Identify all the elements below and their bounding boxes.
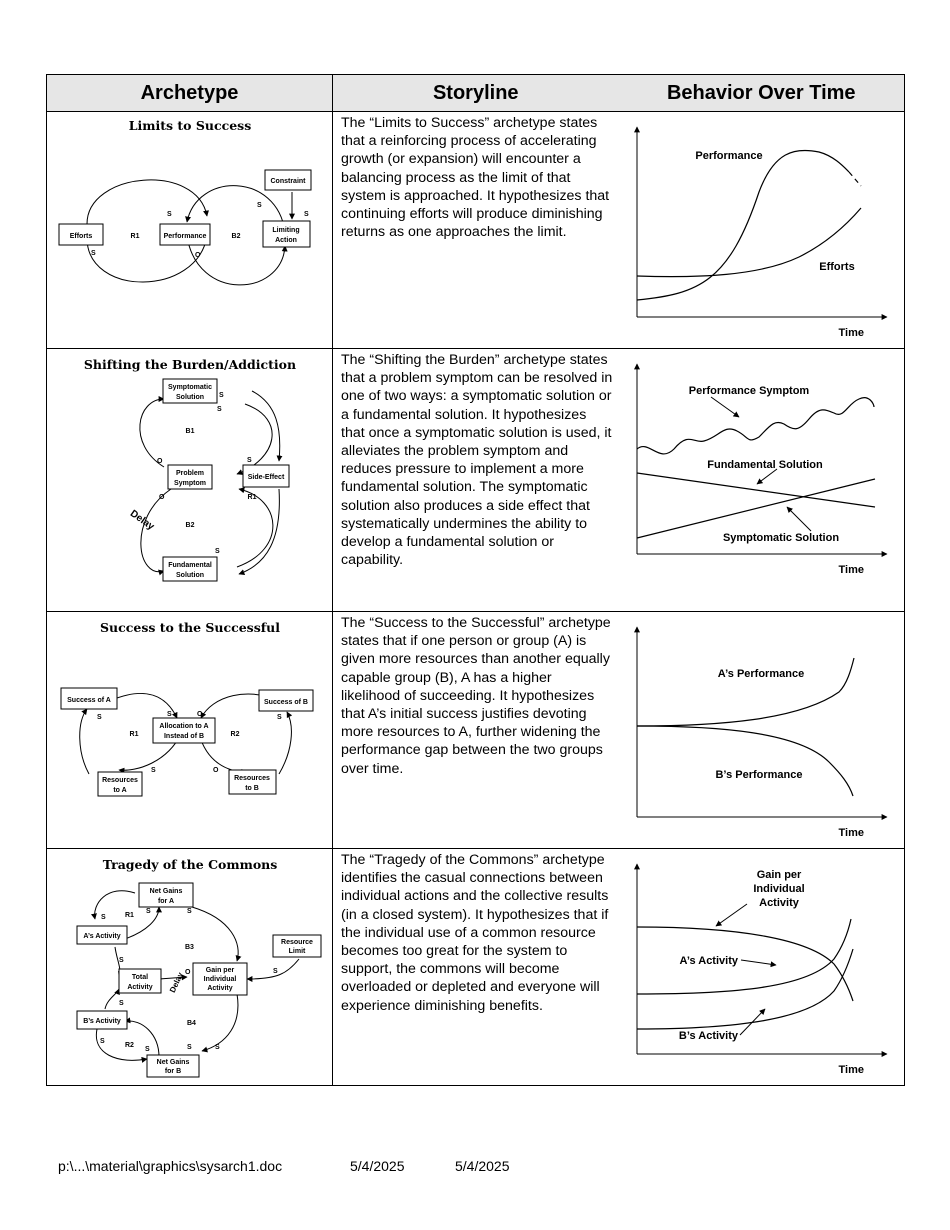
svg-text:S: S	[119, 1000, 124, 1007]
svg-text:S: S	[304, 211, 309, 218]
svg-text:to A: to A	[113, 787, 127, 794]
svg-text:for A: for A	[157, 898, 175, 905]
symptomatic-solution-node: Symptomatic	[168, 384, 212, 391]
archetype-title: Shifting the Burden/Addiction	[83, 357, 297, 372]
svg-text:S: S	[217, 406, 222, 413]
delay-label: Delay	[167, 970, 186, 995]
loop-r1: R1	[125, 912, 134, 919]
storyline-text: The “Tragedy of the Commons” archetype identifies the casual connections between individual actions and the collective results (in a closed system). It hypothesizes that if the individual use of a common resource becomes too great for the system to support, the commons will become overloaded or depleted and everyone will experience diminishing benefits.	[341, 852, 609, 1014]
storyline-header: Storyline	[432, 81, 519, 104]
footer-date-2: 5/4/2025	[455, 1158, 510, 1174]
gain-per-activity-node: Gain per	[205, 967, 235, 974]
behavior-graph	[619, 612, 905, 848]
b-activity-label: B’s Activity	[678, 1030, 738, 1042]
row-limits-to-success	[47, 112, 905, 349]
time-label: Time	[838, 327, 864, 339]
svg-text:O: O	[185, 969, 191, 976]
delay-label: Delay	[127, 508, 157, 533]
loop-b2: B2	[231, 233, 241, 240]
tragedy-diagram	[47, 849, 333, 1085]
svg-text:S: S	[257, 202, 262, 209]
behavior-graph	[619, 112, 905, 348]
svg-text:Solution: Solution	[176, 572, 204, 579]
svg-text:Individual: Individual	[753, 883, 805, 895]
problem-symptom-node: Problem	[175, 470, 205, 477]
row-tragedy-of-the-commons	[47, 849, 905, 1086]
storyline-text: The “Limits to Success” archetype states that a reinforcing process of accelerating growth (or expansion) will encounter a balancing process as the limit of that system is approached. It hypothesizes that continuing efforts will produce diminishing returns as one approaches the limit.	[341, 115, 610, 241]
a-activity-node: A’s Activity	[83, 933, 121, 940]
svg-text:Solution: Solution	[176, 394, 204, 401]
storyline-text: The “Success to the Successful” archetype states that if one person or group (A) is given more resources than another equally capable group (B), A has a higher likelihood of succeeding. It hypothesizes that A’s initial success justifies devoting more resources to A, further widening the performance gap between the two groups over time.	[341, 615, 611, 777]
performance-label: Performance	[695, 150, 763, 162]
svg-text:Instead of B: Instead of B	[163, 733, 205, 740]
loop-b1: B1	[185, 428, 195, 435]
svg-text:S: S	[119, 957, 124, 964]
success-b-node: Success of B	[264, 699, 308, 706]
footer-date-1: 5/4/2025	[350, 1158, 405, 1174]
svg-text:O: O	[159, 494, 165, 501]
time-label: Time	[838, 564, 864, 576]
limiting-node-2: Action	[275, 237, 297, 244]
svg-text:S: S	[100, 1038, 105, 1045]
svg-text:Activity: Activity	[207, 985, 233, 992]
efforts-label: Efforts	[819, 261, 855, 273]
loop-r1: R1	[130, 233, 140, 240]
svg-text:S: S	[145, 1046, 150, 1053]
behavior-graph	[619, 349, 905, 611]
svg-text:Individual: Individual	[203, 976, 237, 983]
a-activity-label: A’s Activity	[679, 955, 738, 967]
footer-path: p:\...\material\graphics\sysarch1.doc	[58, 1158, 283, 1174]
svg-text:S: S	[91, 250, 96, 257]
svg-text:Activity: Activity	[127, 984, 153, 991]
svg-text:S: S	[167, 711, 172, 718]
performance-node: Performance	[163, 233, 207, 240]
svg-text:S: S	[215, 548, 220, 555]
svg-text:O: O	[197, 711, 203, 718]
b-performance-label: B’s Performance	[715, 769, 803, 781]
svg-text:O: O	[213, 767, 219, 774]
symptomatic-solution-label: Symptomatic Solution	[722, 532, 840, 544]
svg-text:S: S	[219, 392, 224, 399]
performance-symptom-label: Performance Symptom	[688, 385, 810, 397]
time-label: Time	[838, 1064, 864, 1076]
row-success-to-the-successful	[47, 612, 905, 849]
header-row	[47, 75, 905, 112]
archetype-title: Tragedy of the Commons	[102, 857, 278, 872]
loop-b3: B3	[185, 944, 194, 951]
fundamental-solution-node: Fundamental	[168, 562, 212, 569]
loop-r1: R1	[129, 731, 139, 738]
row-shifting-the-burden	[47, 349, 905, 612]
svg-text:O: O	[195, 252, 201, 259]
svg-text:O: O	[157, 458, 163, 465]
success-a-node: Success of A	[67, 697, 111, 704]
storyline-text: The “Shifting the Burden” archetype states that a problem symptom can be resolved in one of two ways: a symptomatic solution or a fundamental solution. It hypothesizes that once a symptomatic solution is used, it alleviates the problem symptom and reduces pressure to implement a more fundamental solution. The symptomatic solution also produces a side effect that systematically undermines the ability to develop a fundamental solution or capability.	[341, 352, 613, 569]
gain-label: Gain per	[756, 869, 802, 881]
svg-text:S: S	[97, 714, 102, 721]
svg-text:S: S	[151, 767, 156, 774]
archetype-title: Success to the Successful	[100, 620, 280, 635]
success-diagram	[47, 612, 333, 848]
svg-text:S: S	[215, 1044, 220, 1051]
b-activity-node: B’s Activity	[83, 1018, 121, 1025]
svg-text:to B: to B	[245, 785, 259, 792]
limiting-node-1: Limiting	[272, 227, 300, 234]
constraint-node: Constraint	[270, 178, 306, 185]
archetype-title: Limits to Success	[128, 118, 252, 133]
loop-b2: B2	[185, 522, 195, 529]
archetype-table	[46, 74, 905, 1086]
resource-limit-node: Resource	[281, 939, 313, 946]
resources-b-node: Resources	[234, 775, 270, 782]
behavior-header: Behavior Over Time	[666, 81, 856, 104]
resources-a-node: Resources	[102, 777, 138, 784]
behavior-graph	[619, 849, 905, 1085]
svg-text:S: S	[187, 908, 192, 915]
svg-text:S: S	[187, 1044, 192, 1051]
loop-r2: R2	[125, 1042, 134, 1049]
loop-r2: R2	[230, 731, 240, 738]
fundamental-solution-label: Fundamental Solution	[707, 459, 823, 471]
efforts-node: Efforts	[69, 233, 93, 240]
limits-diagram	[47, 112, 333, 348]
svg-text:S: S	[247, 457, 252, 464]
a-performance-label: A’s Performance	[717, 668, 805, 680]
svg-text:S: S	[167, 211, 172, 218]
total-activity-node: Total	[131, 974, 149, 981]
svg-text:Symptom: Symptom	[174, 480, 206, 487]
loop-b4: B4	[187, 1020, 196, 1027]
net-gains-a-node: Net Gains	[149, 888, 183, 895]
svg-text:S: S	[277, 714, 282, 721]
archetype-header: Archetype	[47, 75, 333, 112]
svg-text:S: S	[146, 908, 151, 915]
svg-text:for B: for B	[164, 1068, 182, 1075]
time-label: Time	[838, 827, 864, 839]
net-gains-b-node: Net Gains	[156, 1059, 190, 1066]
shifting-diagram	[47, 349, 333, 611]
svg-text:S: S	[101, 914, 106, 921]
allocation-node: Allocation to A	[159, 723, 209, 730]
side-effect-node: Side-Effect	[247, 474, 285, 481]
loop-r1: R1	[247, 494, 257, 501]
svg-text:Limit: Limit	[288, 948, 306, 955]
svg-text:Activity: Activity	[759, 897, 799, 909]
svg-text:S: S	[273, 968, 278, 975]
